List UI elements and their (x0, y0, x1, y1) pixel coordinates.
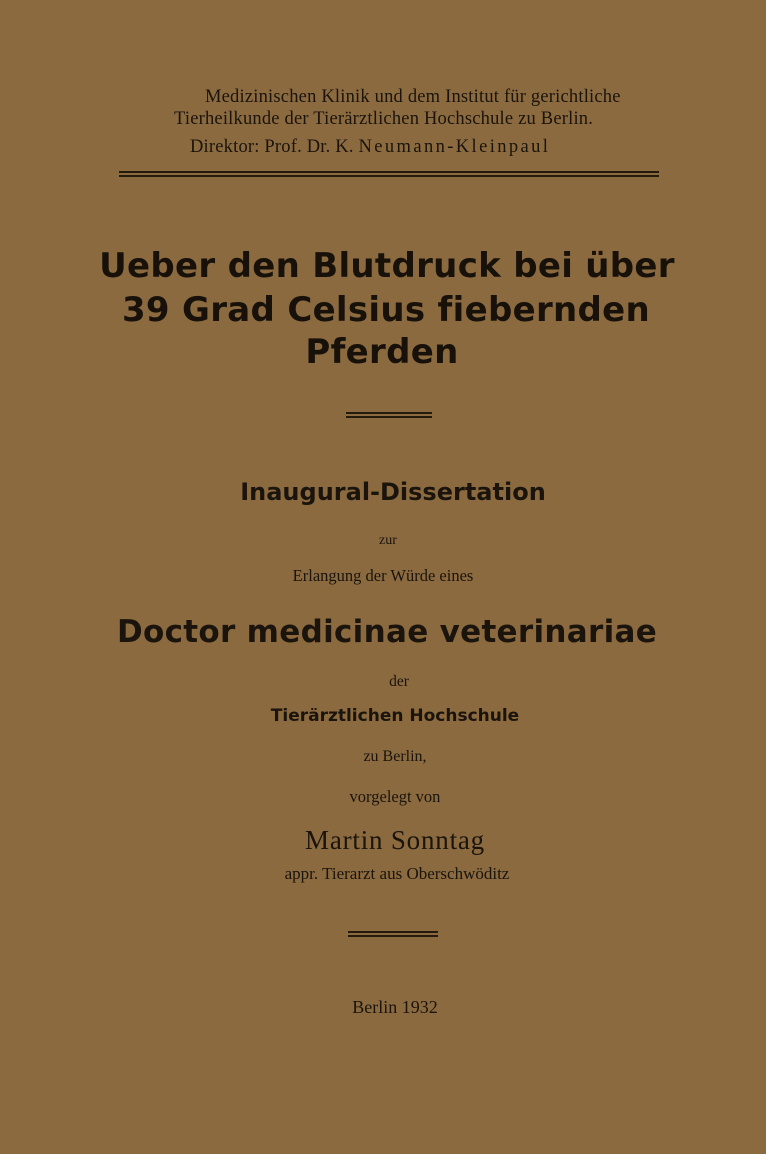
header-director-line (190, 136, 550, 158)
school-name: Tierärztlichen Hochschule (270, 706, 520, 726)
zur-text: zur (379, 533, 397, 548)
der-text: der (389, 673, 409, 690)
author-name: Martin Sonntag (305, 825, 485, 855)
title-line-3: Pferden (305, 332, 459, 372)
author-title: appr. Tierarzt aus Oberschwöditz (284, 864, 510, 883)
top-double-rule (119, 171, 659, 177)
header-institution-line-2: Tierheilkunde der Tierärztlichen Hochschule zu Berlin. (174, 109, 594, 129)
vorgelegt-text: vorgelegt von (349, 787, 441, 806)
middle-double-rule (346, 412, 432, 418)
title-line-1: Ueber den Blutdruck bei über (99, 246, 675, 286)
bottom-double-rule (348, 931, 438, 937)
degree-title: Doctor medicinae veterinariae (116, 614, 658, 650)
city-text: zu Berlin, (363, 748, 427, 765)
place-and-year: Berlin 1932 (352, 997, 438, 1017)
header-director-prefix: Direktor: Prof. Dr. K. (190, 137, 354, 157)
dissertation-heading: Inaugural-Dissertation (240, 478, 546, 506)
erlangung-text: Erlangung der Würde eines (292, 566, 474, 585)
header-institution-line-1: Medizinischen Klinik und dem Institut für gerichtliche (205, 87, 621, 107)
header-director-name: Neumann-Kleinpaul (358, 137, 551, 157)
title-line-2: 39 Grad Celsius fiebernden (121, 290, 651, 330)
